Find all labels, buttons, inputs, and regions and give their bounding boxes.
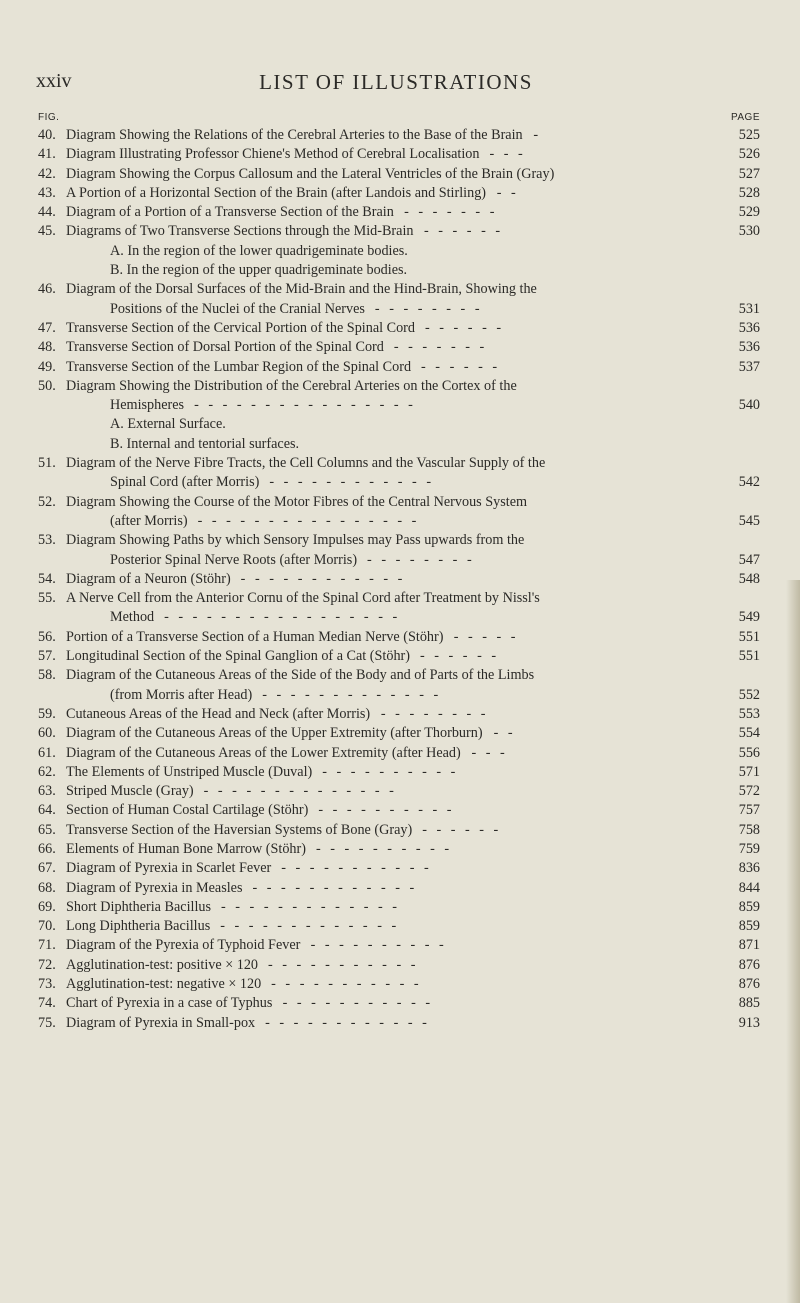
figure-number: 66. (38, 840, 56, 857)
page-reference: 553 (738, 705, 760, 722)
list-item (38, 801, 760, 820)
figure-caption: Transverse Section of the Cervical Portion of the Spinal Cord (66, 319, 415, 336)
list-item (38, 956, 760, 975)
page-reference: 885 (738, 995, 760, 1012)
figure-caption: Diagram of the Dorsal Surfaces of the Mid-Brain and the Hind-Brain, Showing the (66, 281, 537, 298)
page-reference: 844 (738, 879, 760, 896)
page-reference: 526 (738, 146, 760, 163)
list-item (38, 859, 760, 878)
page-reference: 554 (738, 725, 760, 742)
list-item-continuation (38, 512, 760, 531)
figure-caption: Transverse Section of the Lumbar Region of the Spinal Cord (66, 358, 412, 375)
figure-caption: The Elements of Unstriped Muscle (Duval) (66, 763, 313, 780)
figure-number: 73. (38, 976, 56, 993)
figure-number: 62. (38, 763, 56, 780)
list-item (38, 222, 760, 241)
figure-caption: Diagram Showing Paths by which Sensory Impulses may Pass upwards from the (66, 532, 525, 549)
figure-number: 60. (38, 725, 56, 742)
page-reference: 547 (738, 551, 760, 568)
page-number: xxiv (36, 70, 72, 92)
figure-caption: Diagram Showing the Corpus Callosum and the Lateral Ventricles of the Brain (Gray) (66, 165, 555, 182)
figure-caption: Short Diphtheria Bacillus (66, 898, 212, 915)
figure-caption: Agglutination-test: positive × 120 (66, 956, 259, 973)
page-reference: 859 (738, 898, 760, 915)
figure-caption: Diagram of the Cutaneous Areas of the Lower Extremity (after Head) (66, 744, 461, 761)
figure-number: 43. (38, 184, 56, 201)
page-reference: 552 (738, 686, 760, 703)
figure-caption: Diagram of the Cutaneous Areas of the Upper Extremity (after Thorburn) (66, 725, 483, 742)
leader-dots: - - - - - - - - - - (310, 937, 447, 954)
figure-number: 46. (38, 281, 56, 298)
list-item (38, 994, 760, 1013)
list-item (38, 782, 760, 801)
figure-number: 72. (38, 956, 56, 973)
page-reference: 536 (738, 339, 760, 356)
list-item (38, 358, 760, 377)
list-item (38, 724, 760, 743)
page-reference: 530 (738, 223, 760, 240)
figure-caption: A Portion of a Horizontal Section of the Brain (after Landois and Stirling) (66, 184, 487, 201)
list-item (38, 628, 760, 647)
figure-caption: A. In the region of the lower quadrigeminate bodies. (110, 242, 408, 259)
leader-dots: - - - (471, 744, 508, 761)
figure-caption: B. Internal and tentorial surfaces. (110, 435, 300, 452)
leader-dots: - - - - - - - - - - - - (265, 1014, 430, 1031)
figure-caption: Diagram Showing the Relations of the Cerebral Arteries to the Base of the Brain (66, 127, 523, 143)
list-item (38, 975, 760, 994)
page-reference: 836 (738, 860, 760, 877)
leader-dots: - - (496, 184, 519, 201)
list-item (38, 763, 760, 782)
list-item (38, 454, 760, 473)
figure-caption: A Nerve Cell from the Anterior Cornu of the Spinal Cord after Treatment by Nissl's (66, 590, 540, 607)
list-item (38, 570, 760, 589)
figure-number: 74. (38, 995, 56, 1012)
list-item (38, 531, 760, 550)
list-subitem (38, 415, 760, 434)
list-subitem (38, 435, 760, 454)
leader-dots: - - - - - - - - - - - - - - - - (197, 512, 420, 529)
page-reference: 525 (738, 127, 760, 143)
list-item (38, 280, 760, 299)
figure-caption: Spinal Cord (after Morris) (110, 474, 260, 491)
leader-dots: - - - - - - - - - - - - - - (203, 783, 397, 800)
figure-number: 51. (38, 455, 56, 472)
figure-caption: Cutaneous Areas of the Head and Neck (after Morris) (66, 705, 371, 722)
page-column-label: PAGE (730, 112, 760, 123)
figure-number: 75. (38, 1014, 56, 1031)
figure-number: 53. (38, 532, 56, 549)
list-item (38, 936, 760, 955)
fig-column-label: FIG. (38, 112, 60, 123)
figure-number: 45. (38, 223, 56, 240)
figure-number: 58. (38, 667, 56, 684)
list-item-continuation (38, 551, 760, 570)
figure-number: 69. (38, 898, 56, 915)
leader-dots: - - - - - - - - - - - (281, 860, 432, 877)
page-reference: 537 (738, 358, 760, 375)
figure-caption: (from Morris after Head) (110, 686, 253, 703)
leader-dots: - - - (489, 146, 526, 163)
list-item (38, 879, 760, 898)
list-subitem (38, 261, 760, 280)
page-reference: 540 (738, 397, 760, 414)
page-reference: 536 (738, 319, 760, 336)
figure-number: 55. (38, 590, 56, 607)
running-header (36, 70, 756, 100)
leader-dots: - - - - - - - (404, 204, 498, 221)
list-item (38, 647, 760, 666)
figure-caption: Diagram of Pyrexia in Measles (66, 879, 243, 896)
leader-dots: - - - - - - - - - - - (271, 976, 422, 993)
figure-caption: Diagrams of Two Transverse Sections through the Mid-Brain (66, 223, 414, 240)
list-item (38, 840, 760, 859)
figure-number: 64. (38, 802, 56, 819)
figure-number: 41. (38, 146, 56, 163)
figure-caption: Long Diphtheria Bacillus (66, 918, 211, 935)
figure-caption: Diagram of Pyrexia in Small-pox (66, 1014, 256, 1031)
figure-caption: Longitudinal Section of the Spinal Ganglion of a Cat (Stöhr) (66, 648, 410, 665)
page-reference: 527 (738, 165, 760, 182)
leader-dots: - - - - - - (422, 821, 502, 838)
figure-caption: B. In the region of the upper quadrigeminate bodies. (110, 262, 408, 279)
list-item (38, 145, 760, 164)
page-reference: 551 (738, 628, 760, 645)
leader-dots: - - - - - - - - - - (318, 802, 455, 819)
page-reference: 572 (738, 783, 760, 800)
page-reference: 548 (738, 570, 760, 587)
list-item-continuation (38, 396, 760, 415)
leader-dots: - - - - - - - - - - - - (269, 474, 435, 491)
list-item-continuation (38, 608, 760, 627)
list-item (38, 377, 760, 396)
list-item (38, 589, 760, 608)
figure-number: 68. (38, 879, 56, 896)
leader-dots: - - - - - - - (393, 339, 488, 356)
list-item (38, 319, 760, 338)
list-item (38, 338, 760, 357)
leader-dots: - - - - - - - - (380, 705, 489, 722)
figure-caption: Diagram Showing the Distribution of the Cerebral Arteries on the Cortex of the (66, 377, 517, 394)
page-reference: 542 (738, 474, 760, 491)
list-item (38, 705, 760, 724)
column-headers (38, 112, 760, 126)
figure-number: 47. (38, 319, 56, 336)
list-item (38, 126, 760, 145)
page-reference: 913 (738, 1014, 760, 1031)
figure-caption: Agglutination-test: negative × 120 (66, 976, 262, 993)
figure-caption: Diagram of a Neuron (Stöhr) (66, 570, 231, 587)
page-reference: 529 (738, 204, 760, 221)
figure-number: 56. (38, 628, 56, 645)
figure-number: 42. (38, 165, 56, 182)
figure-caption: Diagram Showing the Course of the Motor Fibres of the Central Nervous System (66, 493, 528, 510)
list-subitem (38, 242, 760, 261)
figure-caption: A. External Surface. (110, 416, 226, 433)
leader-dots: - - - - - (453, 628, 519, 645)
page-reference: 859 (738, 918, 760, 935)
leader-dots: - - - - - - - - (374, 300, 483, 317)
figure-number: 52. (38, 493, 56, 510)
list-item-continuation (38, 300, 760, 319)
page-reference: 551 (738, 648, 760, 665)
figure-number: 48. (38, 339, 56, 356)
figure-number: 50. (38, 377, 56, 394)
leader-dots: - - - - - - - - (367, 551, 475, 568)
figure-number: 71. (38, 937, 56, 954)
leader-dots: - - - - - - - - - - - (282, 995, 434, 1012)
figure-caption: Posterior Spinal Nerve Roots (after Morris) (110, 551, 358, 568)
figure-caption: (after Morris) (110, 512, 188, 529)
page-reference: 571 (738, 763, 760, 780)
page-reference: 759 (738, 840, 760, 857)
figure-caption: Section of Human Costal Cartilage (Stöhr) (66, 802, 309, 819)
list-item (38, 184, 760, 203)
figure-number: 40. (38, 127, 56, 143)
page-reference: 758 (738, 821, 760, 838)
figure-number: 65. (38, 821, 56, 838)
leader-dots: - - - - - - - - - - - - - (262, 686, 442, 703)
page-reference: 549 (738, 609, 760, 626)
list-item (38, 744, 760, 763)
leader-dots: - - - - - - - - - - - - (240, 570, 406, 587)
leader-dots: - - - - - - - - - - - - - - - - - (164, 609, 401, 626)
figure-caption: Diagram of a Portion of a Transverse Section of the Brain (66, 204, 394, 221)
page-reference: 545 (738, 512, 760, 529)
list-item (38, 917, 760, 936)
figure-number: 70. (38, 918, 56, 935)
figure-number: 57. (38, 648, 56, 665)
illustration-list (38, 126, 760, 1033)
list-item (38, 666, 760, 685)
leader-dots: - - - - - - (421, 358, 501, 375)
page-reference: 876 (738, 956, 760, 973)
leader-dots: - - - - - - - - - - (322, 763, 459, 780)
leader-dots: - - - - - - - - - - - - - (221, 898, 400, 915)
figure-number: 44. (38, 204, 56, 221)
leader-dots: - - - - - - - - - - - - (252, 879, 418, 896)
list-item (38, 493, 760, 512)
leader-dots: - - - - - - - - - - - - - - - - (194, 397, 416, 414)
figure-caption: Diagram of Pyrexia in Scarlet Fever (66, 860, 272, 877)
figure-caption: Chart of Pyrexia in a case of Typhus (66, 995, 273, 1012)
list-item (38, 821, 760, 840)
page-reference: 871 (738, 937, 760, 954)
figure-caption: Diagram Illustrating Professor Chiene's Method of Cerebral Localisation (66, 146, 480, 163)
leader-dots: - - - - - - (424, 319, 505, 336)
figure-number: 49. (38, 358, 56, 375)
page-reference: 531 (738, 300, 760, 317)
figure-number: 59. (38, 705, 56, 722)
figure-caption: Diagram of the Pyrexia of Typhoid Fever (66, 937, 301, 954)
page-reference: 556 (738, 744, 760, 761)
figure-caption: Portion of a Transverse Section of a Human Median Nerve (Stöhr) (66, 628, 444, 645)
list-item (38, 203, 760, 222)
leader-dots: - - - - - - (423, 223, 504, 240)
page-reference: 876 (738, 976, 760, 993)
figure-number: 54. (38, 570, 56, 587)
figure-caption: Method (110, 609, 155, 626)
leader-dots: - - - - - - - - - - - - - (220, 918, 400, 935)
list-item-continuation (38, 686, 760, 705)
figure-caption: Hemispheres (110, 397, 185, 414)
figure-caption: Elements of Human Bone Marrow (Stöhr) (66, 840, 306, 857)
figure-caption: Diagram of the Nerve Fibre Tracts, the Cell Columns and the Vascular Supply of the (66, 455, 546, 472)
page-reference: 528 (738, 184, 760, 201)
page-edge-shadow (786, 580, 800, 1303)
list-item-continuation (38, 473, 760, 492)
leader-dots: - - - - - - - - - - - (268, 956, 419, 973)
list-item (38, 1014, 760, 1033)
page-reference: 757 (738, 802, 760, 819)
figure-number: 67. (38, 860, 56, 877)
list-item (38, 898, 760, 917)
figure-number: 61. (38, 744, 56, 761)
figure-caption: Positions of the Nuclei of the Cranial Nerves (110, 300, 365, 317)
figure-number: 63. (38, 783, 56, 800)
figure-caption: Striped Muscle (Gray) (66, 783, 194, 800)
leader-dots: - - - - - - (419, 648, 500, 665)
leader-dots: - - - - - - - - - - (315, 840, 453, 857)
leader-dots: - - (493, 725, 516, 742)
figure-caption: Diagram of the Cutaneous Areas of the Side of the Body and of Parts of the Limbs (66, 667, 535, 684)
leader-dots: - (533, 127, 542, 143)
list-item (38, 165, 760, 184)
page-title: LIST OF ILLUSTRATIONS (259, 70, 533, 94)
figure-caption: Transverse Section of the Haversian Systems of Bone (Gray) (66, 821, 413, 838)
figure-caption: Transverse Section of Dorsal Portion of the Spinal Cord (66, 339, 384, 356)
